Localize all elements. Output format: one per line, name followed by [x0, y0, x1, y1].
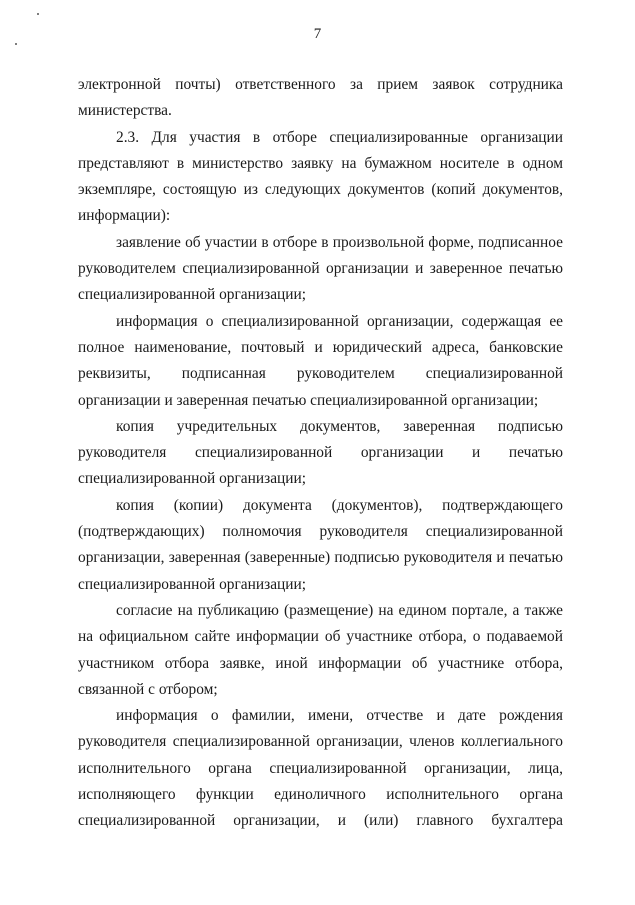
page-number: 7 [313, 26, 322, 42]
list-item-publication-consent: согласие на публикацию (размещение) на едином портале, а также на официальном сайте информации об участнике отбора, о подаваемой участником отбора заявке, иной информации об участнике отбора, связанной с отбором; [78, 601, 563, 698]
list-item-authority-document: копия (копии) документа (документов), подтверждающего (подтверждающих) полномочия руководителя специализированной организации, заверенная (заверенные) подписью руководителя и печатью специализированной организации; [78, 496, 563, 593]
scan-speck [15, 43, 17, 45]
document-body [78, 72, 563, 835]
list-item-personal-info: информация о фамилии, имени, отчестве и дате рождения руководителя специализированной организации, членов коллегиального исполнительного органа специализированной организации, лица, исполняющего функции единоличного исполнительного органа специализированной организации, и (или) главного бухгалтера [78, 707, 563, 830]
list-item-application: заявление об участии в отборе в произвольной форме, подписанное руководителем специализированной организации и заверенное печатью специализированной организации; [78, 233, 563, 304]
list-item-founding-documents: копия учредительных документов, заверенная подписью руководителя специализированной организации и печатью специализированной организации; [78, 417, 563, 488]
list-item-organization-info: информация о специализированной организации, содержащая ее полное наименование, почтовый и юридический адреса, банковские реквизиты, подписанная руководителем специализированной организации и заверенная печатью специализированной организации; [78, 312, 563, 409]
paragraph-section-2-3: 2.3. Для участия в отборе специализированные организации представляют в министерство заявку на бумажном носителе в одном экземпляре, состоящую из следующих документов (копий документов, информации): [78, 128, 563, 225]
scan-speck [37, 13, 39, 15]
paragraph-continuation: электронной почты) ответственного за прием заявок сотрудника министерства. [78, 76, 563, 120]
